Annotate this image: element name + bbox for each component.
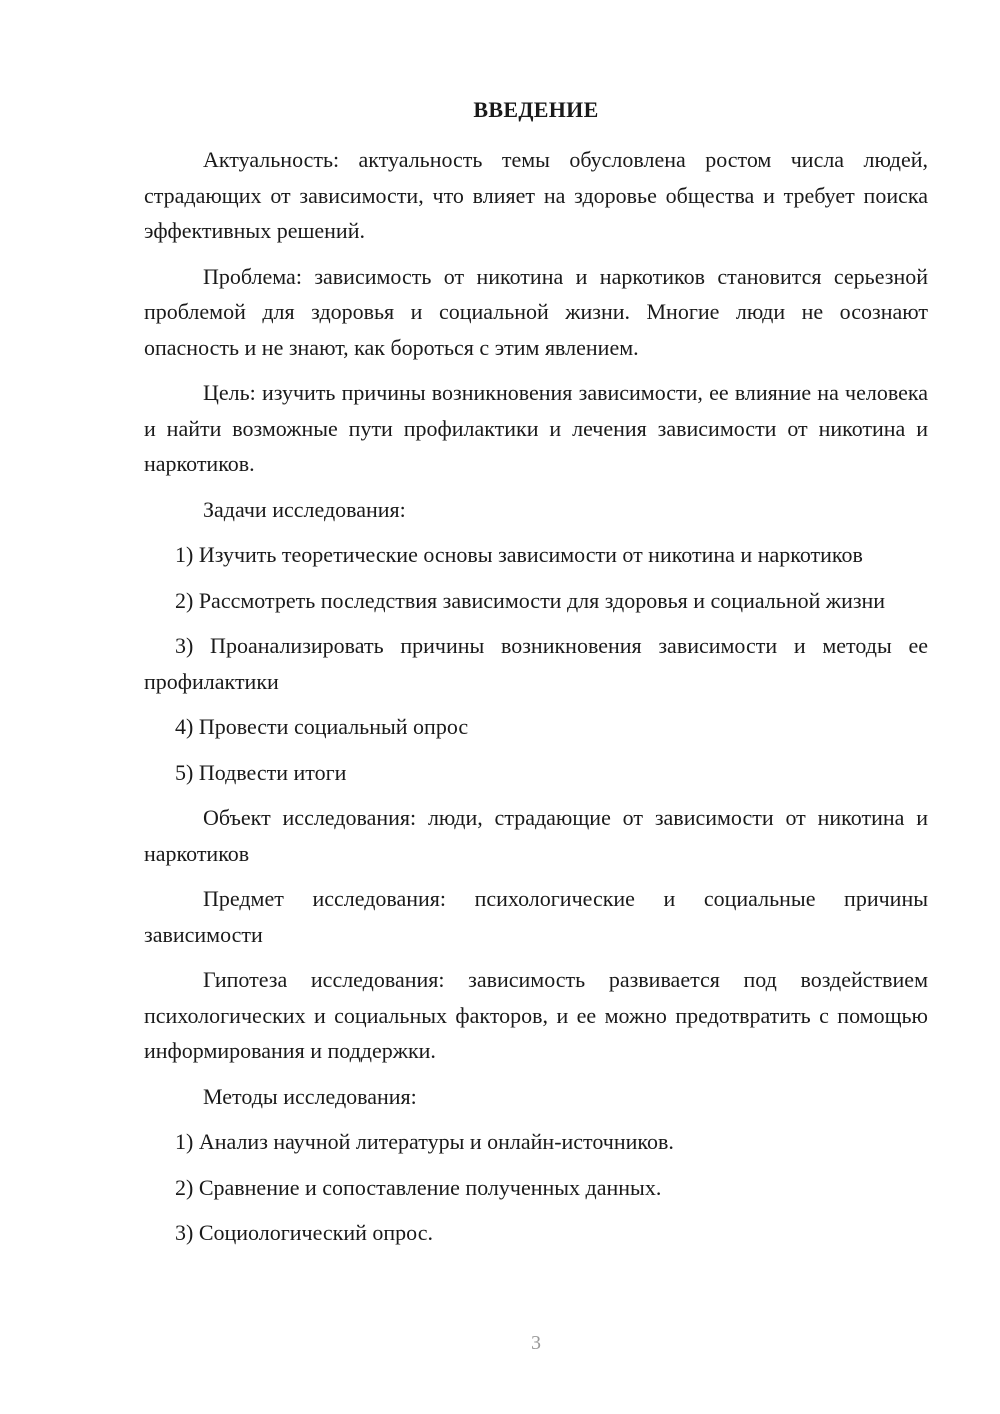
relevance-paragraph: Актуальность: актуальность темы обусловлена ростом числа людей, страдающих от зависимости, что влияет на здоровье общества и требует поиска эффективных решений. <box>144 147 928 243</box>
methods-heading: Методы исследования: <box>203 1083 417 1109</box>
page-title: ВВЕДЕНИЕ <box>473 97 599 122</box>
problem-paragraph: Проблема: зависимость от никотина и наркотиков становится серьезной проблемой для здоровья и социальной жизни. Многие люди не осознают опасность и не знают, как бороться с этим явлением. <box>144 263 928 360</box>
task-item: 2) Рассмотреть последствия зависимости для здоровья и социальной жизни <box>175 587 886 613</box>
hypothesis-paragraph: Гипотеза исследования: зависимость развивается под воздействием психологических и социальных факторов, и ее можно предотвратить с помощью информирования и поддержки. <box>144 967 928 1063</box>
object-paragraph: Объект исследования: люди, страдающие от зависимости от никотина и наркотиков <box>144 805 928 866</box>
method-item: 2) Сравнение и сопоставление полученных данных. <box>175 1174 662 1200</box>
document-page <box>144 92 928 1251</box>
method-item: 1) Анализ научной литературы и онлайн-источников. <box>175 1129 674 1154</box>
task-item: 5) Подвести итоги <box>175 759 347 785</box>
task-item: 3) Проанализировать причины возникновения зависимости и методы ее профилактики <box>144 633 928 694</box>
task-item: 1) Изучить теоретические основы зависимости от никотина и наркотиков <box>175 542 863 567</box>
tasks-heading: Задачи исследования: <box>203 496 406 522</box>
page-number: 3 <box>531 1332 541 1354</box>
subject-paragraph: Предмет исследования: психологические и социальные причины зависимости <box>144 886 928 947</box>
task-item: 4) Провести социальный опрос <box>175 714 469 739</box>
goal-paragraph: Цель: изучить причины возникновения зависимости, ее влияние на человека и найти возможные пути профилактики и лечения зависимости от никотина и наркотиков. <box>144 380 928 476</box>
method-item: 3) Социологический опрос. <box>175 1220 433 1245</box>
